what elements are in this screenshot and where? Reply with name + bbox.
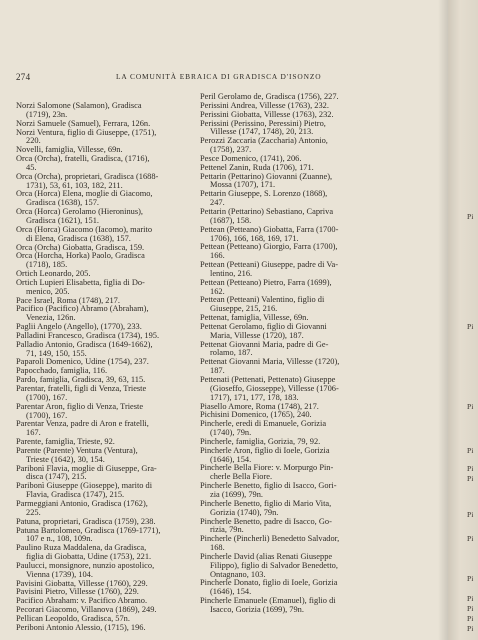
index-entry: Pincherle Donato, figlio di Ioele, Gorizia (1646), 154. [200,578,338,597]
index-entry: Orca (Horca) Elena, moglie di Giacomo, Gradisca (1638), 157. [16,189,153,208]
index-entry: Pettean (Petteani) Giuseppe, padre di Va- lentino, 216. [200,260,338,278]
adjacent-page-fragment: Pi [467,594,474,603]
adjacent-page-fragment: Pi [467,474,474,483]
index-entry: Pettarin Giuseppe, S. Lorenzo (1868), 247. [200,189,328,208]
adjacent-page-fragment: Pi [467,614,474,623]
index-entry: Pettean (Petteano) Giobatta, Farra (1700- 1706), 166, 168, 169, 171. [200,224,339,243]
adjacent-page-fragment: Pi [467,402,474,411]
index-entry: Orca (Horcha, Horka) Paolo, Gradisca (1718), 185. [16,251,145,270]
index-entry: Pace Israel, Roma (1748), 217. [16,295,120,305]
index-entry: Pettarin (Pettarino) Giovanni (Zuanne), Mossa (1707), 171. [200,171,333,190]
index-entry: Palladini Francesco, Gradisca (1734), 195. [16,330,160,340]
index-entry: Paribonì Giuseppe (Gioseppe), marito di Flavia, Gradisca (1747), 215. [16,481,153,500]
adjacent-page-fragment: Pi [467,534,474,543]
index-entry: Paulino Ruza Maddalena, da Gradisca, figlia di Giobatta, Udine (1753), 221. [16,543,152,562]
index-entry: Pesce Domenico, (1741), 206. [200,153,302,163]
adjacent-page-fragment: Pi [467,322,474,331]
index-entry: Pettean (Petteano) Pietro, Farra (1699), 162. [200,277,332,296]
index-entry: Ortich Leonardo, 205. [16,269,91,279]
index-entry: Paparoli Domenico, Udine (1754), 237. [16,357,149,367]
index-entry: Parentar, fratelli, figli di Venza, Trieste (1700), 167. [16,384,147,402]
adjacent-page-fragment: Pi [467,446,474,455]
index-entry: Perissini (Perissino, Peressini) Pietro, Villesse (1747, 1748), 20, 213. [200,118,326,137]
index-entry: Pichisini Domenico, (1765), 240. [200,410,312,420]
index-entry: Perissini Giobatta, Villesse (1763), 232. [200,109,334,119]
index-entry: Pettenat, famiglia, Villesse, 69n. [200,313,309,323]
index-entry: Pettenat Giovanni Maria, Villesse (1720), 187. [200,357,340,376]
index-entry: Pecorari Giacomo, Villanova (1869), 249. [16,605,157,615]
index-entry: Parentar Aron, figlio di Venza, Trieste (1700), 167. [16,401,144,420]
index-entry: Pincherle Bella Fiore: v. Morpurgo Pin- cherle Bella Fiore. [200,463,334,482]
index-entry: Norzi Salomone (Salamon), Gradisca (1719), 23n. [16,101,142,119]
adjacent-page-fragment: Pi [467,510,474,519]
gutter-shadow [438,0,448,640]
adjacent-page-fragment: Pi [467,604,474,613]
index-entry: Palladio Antonio, Gradisca (1649-1662), 71, 149, 150, 155. [16,339,153,358]
index-entry: Pincherle, eredi di Emanuele, Gorizia (1740), 79n. [200,419,327,438]
index-entry: Norzi Ventura, figlio di Giuseppe, (1751), 220. [16,127,157,146]
index-entry: Norzi Samuele (Samuel), Ferrara, 126n. [16,118,151,128]
index-entry: Orca (Horca) Giacomo (Iacomo), marito di Elena, Gradisca (1638), 157. [16,224,153,243]
index-entry: Pettarin (Pettarino) Sebastiano, Capriva (1687), 158. [200,206,334,225]
adjacent-page-fragment: Pi [467,464,474,473]
index-entry: Patuna, proprietari, Gradisca (1759), 238. [16,516,156,526]
index-entry: Pacifico Abraham: v. Pacifico Abramo. [16,596,148,606]
index-entry: Parentar Venza, padre di Aron e fratelli, 167. [16,419,149,438]
adjacent-page-fragment: Pi [467,212,474,221]
index-entry: Orca (Orcha) Giobatta, Gradisca, 159. [16,242,145,252]
index-entry: Pincherle Benetto, figlio di Isacco, Gori- zia (1699), 79n. [200,481,337,499]
index-entry: Papocchado, famiglia, 116. [16,366,108,376]
index-entry: Pincherle David (alias Renati Giuseppe Filippo), figlio di Salvador Benedetto, Ontagnano, 103. [200,551,338,579]
index-entry: Paribonì Flavia, moglie di Giuseppe, Gra- disca (1747), 215. [16,463,157,482]
index-entry: Pincherle Benetto, padre di Isacco, Go- rizia, 79n. [200,516,332,535]
index-entry: Paulucci, monsignore, nunzio apostolico, Vienna (1739), 104. [16,560,155,579]
index-entry: Paglii Angelo (Angello), (1770), 233. [16,322,142,332]
index-entry: Patuna Bartolomeo, Gradisca (1769-1771), 107 e n., 108, 109n. [16,525,161,544]
index-entry: Pettean (Petteani) Valentino, figlio di Giuseppe, 215, 216. [200,295,325,314]
index-entry: Pettenel Zanin, Ruda (1706), 171. [200,162,314,172]
adjacent-page-edge [448,0,478,640]
page-number: 274 [16,72,31,82]
index-entry: Peril Gerolamo de, Gradisca (1756), 227. [200,92,339,101]
index-entry: Periboni Antonio Alessio, (1715), 196. [16,622,146,632]
index-entry: Piasello Amore, Roma (1748), 217. [200,401,319,411]
index-entry: Pavisini Pietro, Villesse (1760), 229. [16,587,139,597]
index-entry: Pettenat Giovanni Maria, padre di Ge- rolamo, 187. [200,339,329,358]
index-entry: Novelli, famiglia, Villesse, 69n. [16,145,123,155]
index-entry: Pettenati (Pettenati, Pettenato) Giuseppe (Gioseffo, Giosseppe), Villesse (1706- 1717), 171, 177, 178, 183. [200,375,339,402]
index-entry: Parente (Parente) Ventura (Ventura), Trieste (1642), 30, 154. [16,445,138,464]
adjacent-page-fragment: Pi [467,574,474,583]
index-entry: Pincherle (Pincherli) Benedetto Salvador, 168. [200,534,340,553]
index-entry: Pincherle Benetto, figlio di Mario Vita, Gorizia (1740), 79n. [200,498,332,517]
index-column-right [200,93,390,615]
index-entry: Pacifico (Pacifico) Abramo (Abraham), Venezia, 126n. [16,304,149,323]
running-head: LA COMUNITÀ EBRAICA DI GRADISCA D'ISONZO [116,72,322,81]
adjacent-page-fragment: Pi [467,624,474,633]
index-entry: Parmeggiani Antonio, Gradisca (1762), 225. [16,498,148,517]
index-entry: Pettean (Petteano) Giorgio, Farra (1700), 166. [200,242,338,261]
index-entry: Parente, famiglia, Trieste, 92. [16,437,115,447]
index-entry: Orca (Horca) Gerolamo (Hieroninus), Gradisca (1621), 151. [16,207,143,225]
index-entry: Perissini Andrea, Villesse (1763), 232. [200,100,329,110]
index-entry: Pardo, famiglia, Gradisca, 39, 63, 115. [16,375,146,385]
index-entry: Orca (Orcha), proprietari, Gradisca (1688- 1731), 53, 61, 103, 182, 211. [16,171,159,190]
index-entry: Perozzi Zaccaria (Zaccharia) Antonio, (1758), 237. [200,136,328,155]
index-entry: Pettenat Gerolamo, figlio di Giovanni Maria, Villesse (1720), 187. [200,321,327,340]
index-entry: Pellican Leopoldo, Gradisca, 57n. [16,613,130,623]
index-entry: Pavisini Giobatta, Villesse (1760), 229. [16,578,148,588]
index-entry: Orca (Orcha), fratelli, Gradisca, (1716), 45. [16,154,150,172]
index-entry: Pincherle Emanuele (Emanuel), figlio di Isacco, Gorizia (1699), 79n. [200,596,336,614]
index-entry: Pincherle Aron, figlio di Ioele, Gorizia (1646), 154. [200,445,330,464]
index-column-left [16,93,192,633]
index-entry: Ortich Lupieri Elisabetta, figlia di Do- menico, 205. [16,277,145,296]
index-entry: Pincherle, famiglia, Gorizia, 79, 92. [200,436,321,446]
